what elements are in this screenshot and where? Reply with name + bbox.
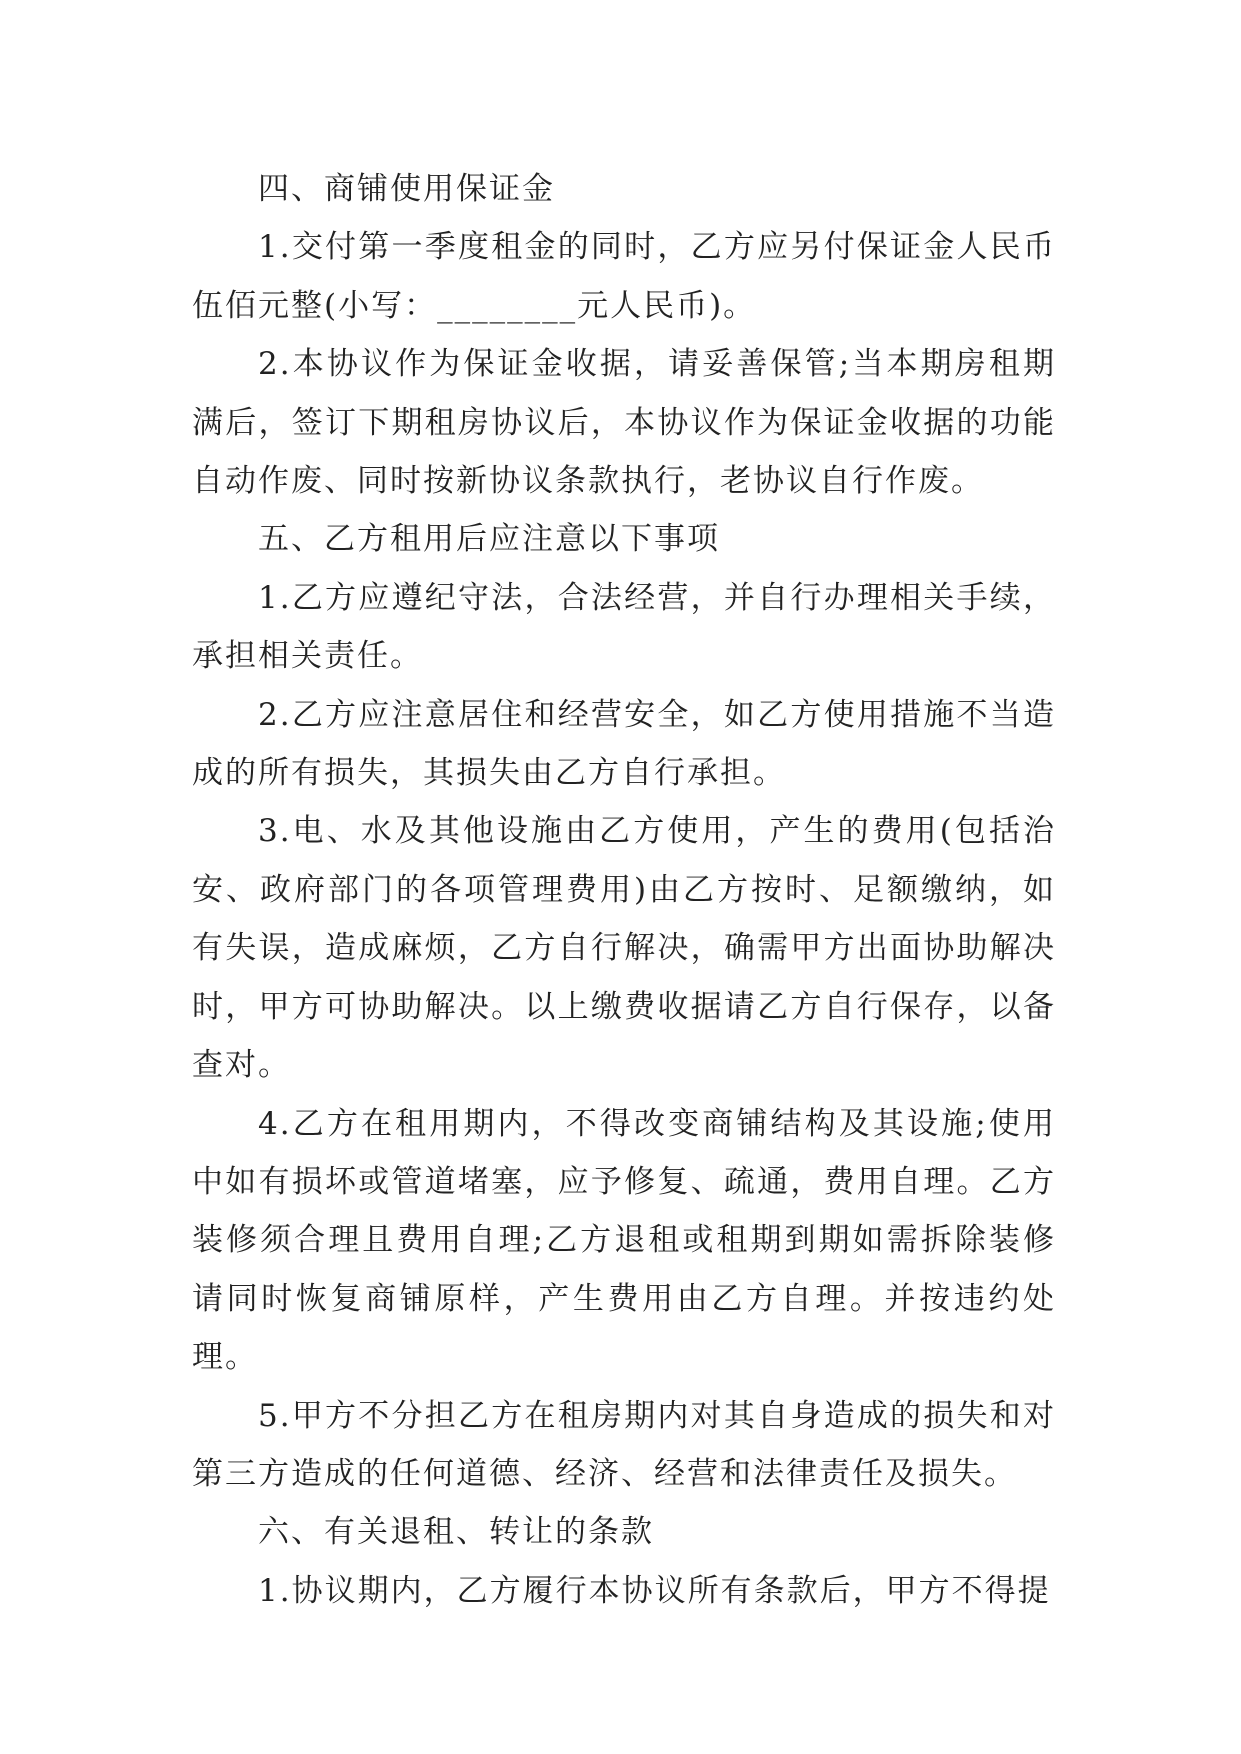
document-body [192,160,1056,1620]
section-heading-deposit: 四、商铺使用保证金 [258,171,555,207]
clause-paragraph: 2.乙方应注意居住和经营安全，如乙方使用措施不当造成的所有损失，其损失由乙方自行承担。 [192,696,1056,792]
section-heading-termination: 六、有关退租、转让的条款 [258,1514,654,1551]
clause-paragraph: 1.交付第一季度租金的同时，乙方应另付保证金人民币伍佰元整(小写：________元人民币)。 [192,229,1056,324]
clause-paragraph: 1.协议期内，乙方履行本协议所有条款后，甲方不得提 [258,1572,1051,1609]
clause-paragraph: 2.本协议作为保证金收据，请妥善保管;当本期房租期满后，签订下期租房协议后，本协议作为保证金收据的功能自动作废、同时按新协议条款执行，老协议自行作废。 [192,346,1056,500]
section-heading-notes: 五、乙方租用后应注意以下事项 [258,521,720,558]
clause-paragraph: 4.乙方在租用期内，不得改变商铺结构及其设施;使用中如有损坏或管道堵塞，应予修复、疏通，费用自理。乙方装修须合理且费用自理;乙方退租或租期到期如需拆除装修请同时恢复商铺原样，产生费用由乙方自理。并按违约处理。 [192,1105,1056,1376]
clause-paragraph: 1.乙方应遵纪守法，合法经营，并自行办理相关手续，承担相关责任。 [192,579,1056,675]
clause-paragraph: 5.甲方不分担乙方在租房期内对其自身造成的损失和对第三方造成的任何道德、经济、经营和法律责任及损失。 [192,1397,1056,1492]
clause-paragraph: 3.电、水及其他设施由乙方使用，产生的费用(包括治安、政府部门的各项管理费用)由乙方按时、足额缴纳，如有失误，造成麻烦，乙方自行解决，确需甲方出面协助解决时，甲方可协助解决。以上缴费收据请乙方自行保存，以备查对。 [192,813,1056,1084]
